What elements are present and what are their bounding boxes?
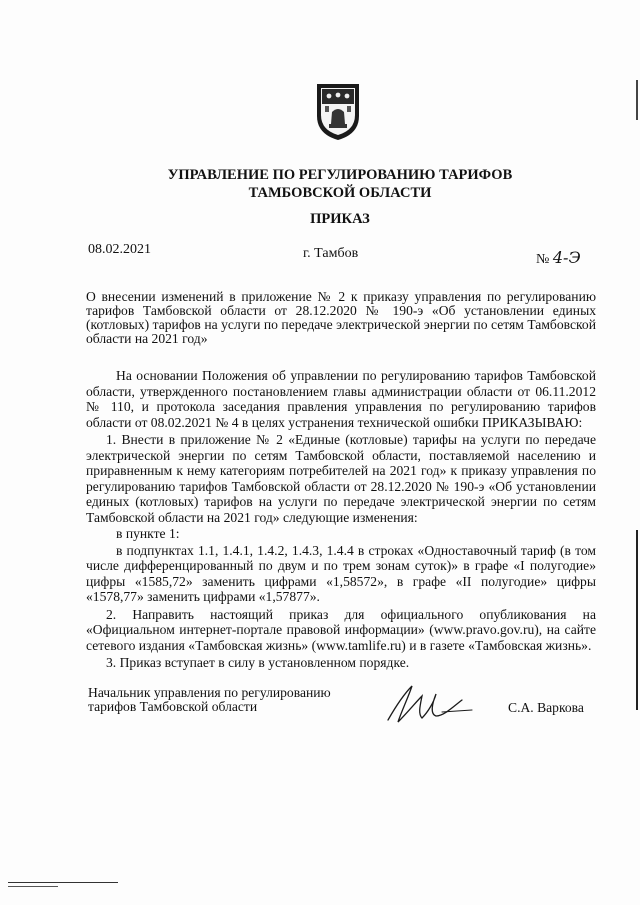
- handwritten-signature: [382, 676, 477, 728]
- organization-name: [80, 166, 600, 202]
- signer-title: [88, 686, 331, 714]
- item-1-point: в пункте 1:: [116, 526, 180, 541]
- divider: [8, 886, 58, 887]
- signer-name: С.А. Варкова: [508, 700, 584, 715]
- document-number: [536, 248, 581, 268]
- document-subject: О внесении изменений в приложение № 2 к приказу управления по регулированию тарифов Тамбовской области от 28.12.2020 № 190-э «Об установлении единых (котловых) тарифов на услуги по передаче электрической энергии по сетям Тамбовской области на 2021 год»: [86, 289, 596, 346]
- item-2: 2. Направить настоящий приказ для официального опубликования на «Официальном интернет-портале правовой информации» (www.pravo.gov.ru), на сайте сетевого издания «Тамбовская жизнь» (www.tamlife.ru) и в газете «Тамбовская жизнь».: [86, 606, 596, 653]
- divider: [8, 882, 118, 883]
- document-body: [86, 368, 596, 671]
- preamble: На основании Положения об управлении по регулированию тарифов Тамбовской области, утвержденного постановлением главы администрации области от 06.11.2012 № 110, и протокола заседания правления управления по регулированию тарифов области от 08.02.2021 № 4 в целях устранения технической ошибки ПРИКАЗЫВАЮ:: [86, 368, 596, 430]
- number-prefix: №: [536, 252, 550, 267]
- number-handwritten: 4-Э: [552, 248, 581, 267]
- document-city: г. Тамбов: [303, 246, 359, 261]
- org-line-1: УПРАВЛЕНИЕ ПО РЕГУЛИРОВАНИЮ ТАРИФОВ: [167, 167, 513, 183]
- item-1-subpoint: в подпунктах 1.1, 1.4.1, 1.4.2, 1.4.3, 1.4.4 в строках «Одноставочный тариф (в том числе дифференцированный по двум и по трем зонам суток)» в графе «I полугодие» цифры «1585,72» заменить цифрами «1,58572», в графе «II полугодие» цифры «1578,77» заменить цифрами «1,57877».: [86, 542, 596, 604]
- coat-of-arms-icon: [313, 80, 363, 142]
- scan-edge-mark: [636, 80, 638, 120]
- org-line-2: ТАМБОВСКОЙ ОБЛАСТИ: [248, 185, 432, 201]
- document-date: 08.02.2021: [88, 242, 151, 257]
- item-3: 3. Приказ вступает в силу в установленном порядке.: [106, 655, 410, 670]
- document-type: ПРИКАЗ: [310, 211, 370, 227]
- item-1: 1. Внести в приложение № 2 «Единые (котловые) тарифы на услуги по передаче электрической энергии по сетям Тамбовской области, поставляемой населению и приравненным к нему категориям потребителей на 2021 год» к приказу управления по регулированию тарифов Тамбовской области от 28.12.2020 № 190-э «Об установлении единых (котловых) тарифов на услуги по передаче электрической энергии по сетям Тамбовской области на 2021 год» следующие изменения:: [86, 432, 596, 525]
- signer-title-line-1: Начальник управления по регулированию: [88, 685, 331, 700]
- scan-edge-mark: [636, 530, 638, 710]
- signer-title-line-2: тарифов Тамбовской области: [88, 699, 258, 714]
